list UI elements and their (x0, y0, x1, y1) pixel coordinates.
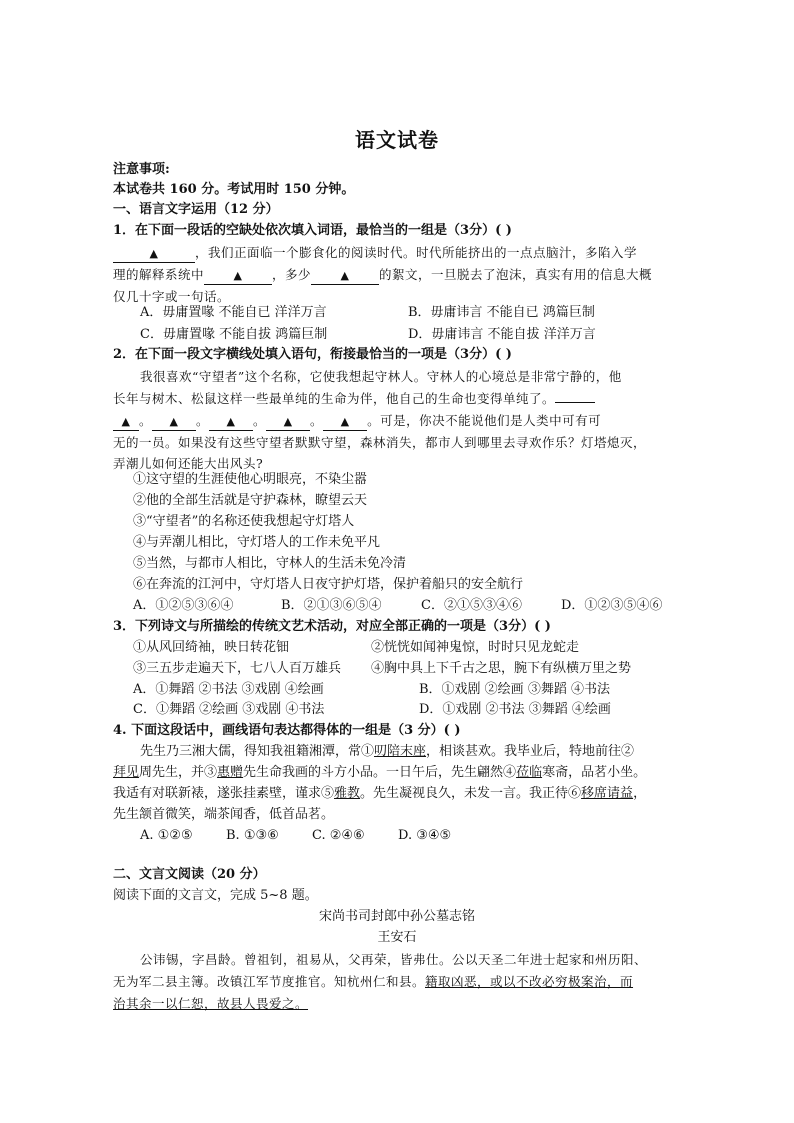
section2-heading: 二、文言文阅读（20 分） (113, 867, 266, 882)
q1-text-line3: 仅几十字或一句话。 (113, 289, 231, 304)
q2-option-d: D．①②③⑤④⑥ (561, 598, 663, 613)
q1-blank-1: ▲ (113, 245, 195, 263)
notes-heading: 注意事项: (113, 162, 170, 177)
q1-option-b: B．毋庸讳言 不能自已 鸿篇巨制 (408, 305, 595, 320)
q4-passage-line1: 先生乃三湘大儒，得知我祖籍湘潭，常①叨陪末座，相谈甚欢。我毕业后，特地前往② (140, 744, 635, 759)
q2-sentence-6: ⑥在奔流的江河中，守灯塔人日夜守护灯塔，保护着船只的安全航行 (133, 577, 524, 592)
q4-underlined-6: 移席请益 (581, 786, 634, 801)
q2-passage-line4: 无的一员。如果没有这些守望者默默守望，森林消失，都市人到哪里去寻欢作乐？灯塔熄灭， (113, 435, 647, 450)
q2-option-a: A．①②⑤③⑥④ (133, 598, 234, 613)
q4-stem: 4. 下面这段话中，画线语句表达都得体的一组是（3 分）( ) (113, 723, 461, 738)
q3-line1: ①从风回绮袖，映日转花钿 ②恍恍如闻神鬼惊，时时只见龙蛇走 (133, 640, 580, 655)
q2-sentence-5: ⑤当然，与都市人相比，守林人的生活未免冷清 (133, 556, 407, 571)
q4-underlined-4: 莅临 (516, 765, 543, 780)
q2-sentence-1: ①这守望的生涯使他心明眼亮，不染尘嚣 (133, 472, 368, 487)
passage-title: 宋尚书司封郎中孙公墓志铭 (318, 909, 475, 924)
q4-option-c: C. ②④⑥ (312, 828, 365, 843)
q2-passage-line1: 我很喜欢“守望者”这个名称，它使我想起守林人。守林人的心境总是非常宁静的，他 (140, 369, 622, 384)
q1-stem: 1．在下面一段话的空缺处依次填入词语，最恰当的一组是（3分）( ) (113, 223, 512, 238)
passage-line3 (113, 994, 693, 1014)
q3-option-a: A．①舞蹈 ②书法 ③戏剧 ④绘画 (133, 682, 324, 697)
q3-option-c: C．①舞蹈 ②绘画 ③戏剧 ④书法 (133, 702, 325, 717)
q2-option-b: B．②①③⑥⑤④ (281, 598, 382, 613)
q2-blank-5: ▲ (266, 413, 310, 431)
q2-passage-line5: 弄潮儿如何还能大出风头? (113, 456, 264, 471)
passage-underlined-1: 籍取凶恶，或以不改必穷极案治，而 (425, 974, 634, 989)
q4-underlined-2: 拜见 (113, 765, 140, 780)
q3-options-row2 (133, 700, 713, 720)
passage-author: 王安石 (377, 930, 417, 945)
passage-line1: 公讳锡，字昌龄。曾祖钊，祖易从，父再荣，皆弗仕。公以天圣二年进士起家和州历阳、 (140, 952, 648, 967)
q2-option-c: C．②①⑤③④⑥ (421, 598, 522, 613)
q4-option-d: D. ③④⑤ (398, 828, 452, 843)
q4-underlined-1: 叨陪末座 (374, 744, 427, 759)
q2-stem: 2．在下面一段文字横线处填入语句，衔接最恰当的一项是（3分）( ) (113, 347, 512, 362)
q1-blank-2: ▲ (204, 267, 272, 285)
q4-option-b: B. ①③⑥ (226, 828, 279, 843)
page-title: 语文试卷 (355, 128, 439, 152)
q2-blank-4: ▲ (209, 413, 253, 431)
q1-options-row1 (140, 303, 720, 323)
passage-line2: 无为军二县主簿。改镇江军节度推官。知杭州仁和县。籍取凶恶，或以不改必穷极案治，而 (113, 974, 634, 989)
q2-blank-2: ▲ (113, 413, 139, 431)
q3-options-row1 (133, 680, 713, 700)
q4-passage-line2: 拜见周先生，并③惠赠先生命我画的斗方小品。一日午后，先生翩然④莅临寒斋，品茗小坐。 (113, 765, 647, 780)
q2-options (133, 596, 713, 616)
q2-blank-1 (555, 402, 595, 403)
q3-option-d: D．①戏剧 ②书法 ③舞蹈 ④绘画 (419, 702, 611, 717)
q1-blank-3: ▲ (311, 267, 379, 285)
q4-option-a: A. ①②⑤ (140, 828, 193, 843)
q1-text-line1: ▲ ，我们正面临一个膨食化的阅读时代。时代所能挤出的一点点脑汁，多陷入学 (113, 243, 693, 263)
notes-text: 本试卷共 160 分。考试用时 150 分钟。 (113, 182, 355, 197)
q2-passage-line2: 长年与树木、松鼠这样一些最单纯的生命为伴，他自己的生命也变得单纯了。 (113, 389, 693, 409)
q4-options (140, 826, 720, 846)
q2-blank-3: ▲ (152, 413, 196, 431)
q4-passage-line4: 先生颔首微笑，端茶闻香，低首品茗。 (113, 807, 335, 822)
q2-passage-line3: ▲ 。 ▲ 。 ▲ 。 ▲ 。 ▲ 。可是，你决不能说他们是人类中可有可 (113, 411, 693, 431)
q3-stem: 3．下列诗文与所描绘的传统文艺术活动，对应全部正确的一项是（3分）( ) (113, 619, 551, 634)
q1-option-d: D．毋庸讳言 不能自拔 洋洋万言 (408, 327, 596, 342)
q4-underlined-5: 雅教 (334, 786, 361, 801)
q2-blank-6: ▲ (323, 413, 367, 431)
q2-sentence-2: ②他的全部生活就是守护森林，瞭望云天 (133, 493, 368, 508)
section2-intro: 阅读下面的文言文，完成 5~8 题。 (113, 888, 318, 903)
q3-option-b: B．①戏剧 ②绘画 ③舞蹈 ④书法 (419, 682, 610, 697)
q3-line2: ③三五步走遍天下，七八人百万雄兵 ④胸中具上下千古之思，腕下有纵横万里之势 (133, 661, 632, 676)
q2-sentence-3: ③“守望者”的名称还使我想起守灯塔人 (133, 514, 355, 529)
q2-sentence-4: ④与弄潮儿相比，守灯塔人的工作未免平凡 (133, 535, 381, 550)
q1-text-line2: 理的解释系统中 ▲ ，多少 ▲ 的絮文，一旦脱去了泡沫，真实有用的信息大概 (113, 265, 693, 285)
section1-heading: 一、语言文字运用（12 分） (113, 202, 279, 217)
q4-passage-line3: 我适有对联新裱，遂张挂素壁，谨求⑤雅教。先生凝视良久，未发一言。我正待⑥移席请益， (113, 786, 647, 801)
q1-option-a: A．毋庸置喙 不能自已 洋洋万言 (140, 305, 327, 320)
q1-option-c: C．毋庸置喙 不能自拔 鸿篇巨制 (140, 327, 328, 342)
q1-options-row2 (140, 325, 720, 345)
q4-underlined-3: 惠赠 (217, 765, 244, 780)
passage-underlined-2: 治其余一以仁恕，故县人畏爱之。 (113, 996, 309, 1011)
